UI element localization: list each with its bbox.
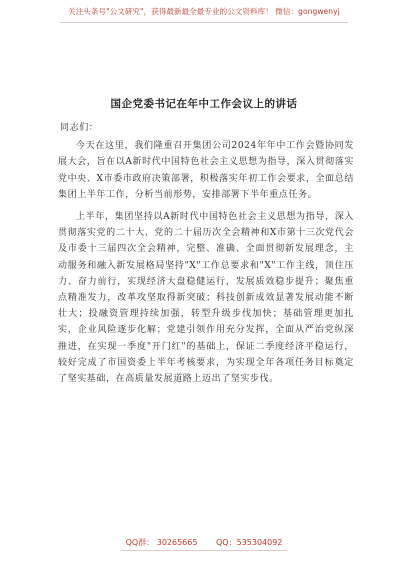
salutation: 同志们： [60, 123, 99, 133]
header-banner: 关注头条号"公文研究"，获得最新最全最专业的公文资料库！ 微信：gongwenyj [68, 7, 340, 16]
footer-contact [0, 537, 408, 548]
footer-divider [120, 550, 288, 551]
paragraph-1: 今天在这里，我们隆重召开集团公司2024年年中工作会暨协同发展大会，旨在以A新时代中国特色社会主义思想为指导，深入贯彻落实党中央、X市委市政府决策部署，积极落实年初工作会要求，全面总结集团上半年工作，分析当前形势，安排部署下半年重点任务。 [58, 141, 354, 200]
header-divider [60, 22, 348, 23]
paragraph-2: 上半年，集团坚持以A新时代中国特色社会主义思想为指导，深入贯彻落实党的二十大、党的二十届历次全会精神和X市第十三次党代会及市委十三届四次全会精神，完整、准确、全面贯彻新发展理念，主动服务和融入新发展格局坚持"X"工作总要求和"X"工作主线，顶住压力、奋力前行，实现经济大盘稳健运行，发展质效稳步提升；聚焦重点精准发力，改革攻坚取得新突破；科技创新成效显著发展动能不断壮大；投融资管理持续加强，转型升级步伐加快；基础管理更加扎实，企业风险逐步化解；党建引领作用充分发挥，全面从严治党纵深推进，在实现一季度"开门红"的基础上，保证二季度经济平稳运行，较好完成了市国资委上半年考核要求，为实现全年各项任务目标奠定了坚实基础，在高质量发展道路上迈出了坚实步伐。 [58, 212, 354, 385]
document-body [58, 120, 354, 391]
footer-qq: QQ：535304092 [216, 538, 283, 547]
document-title: 国企党委书记在年中工作会议上的讲话 [110, 98, 298, 110]
footer-qq-group: QQ群： 30265665 [125, 538, 198, 547]
